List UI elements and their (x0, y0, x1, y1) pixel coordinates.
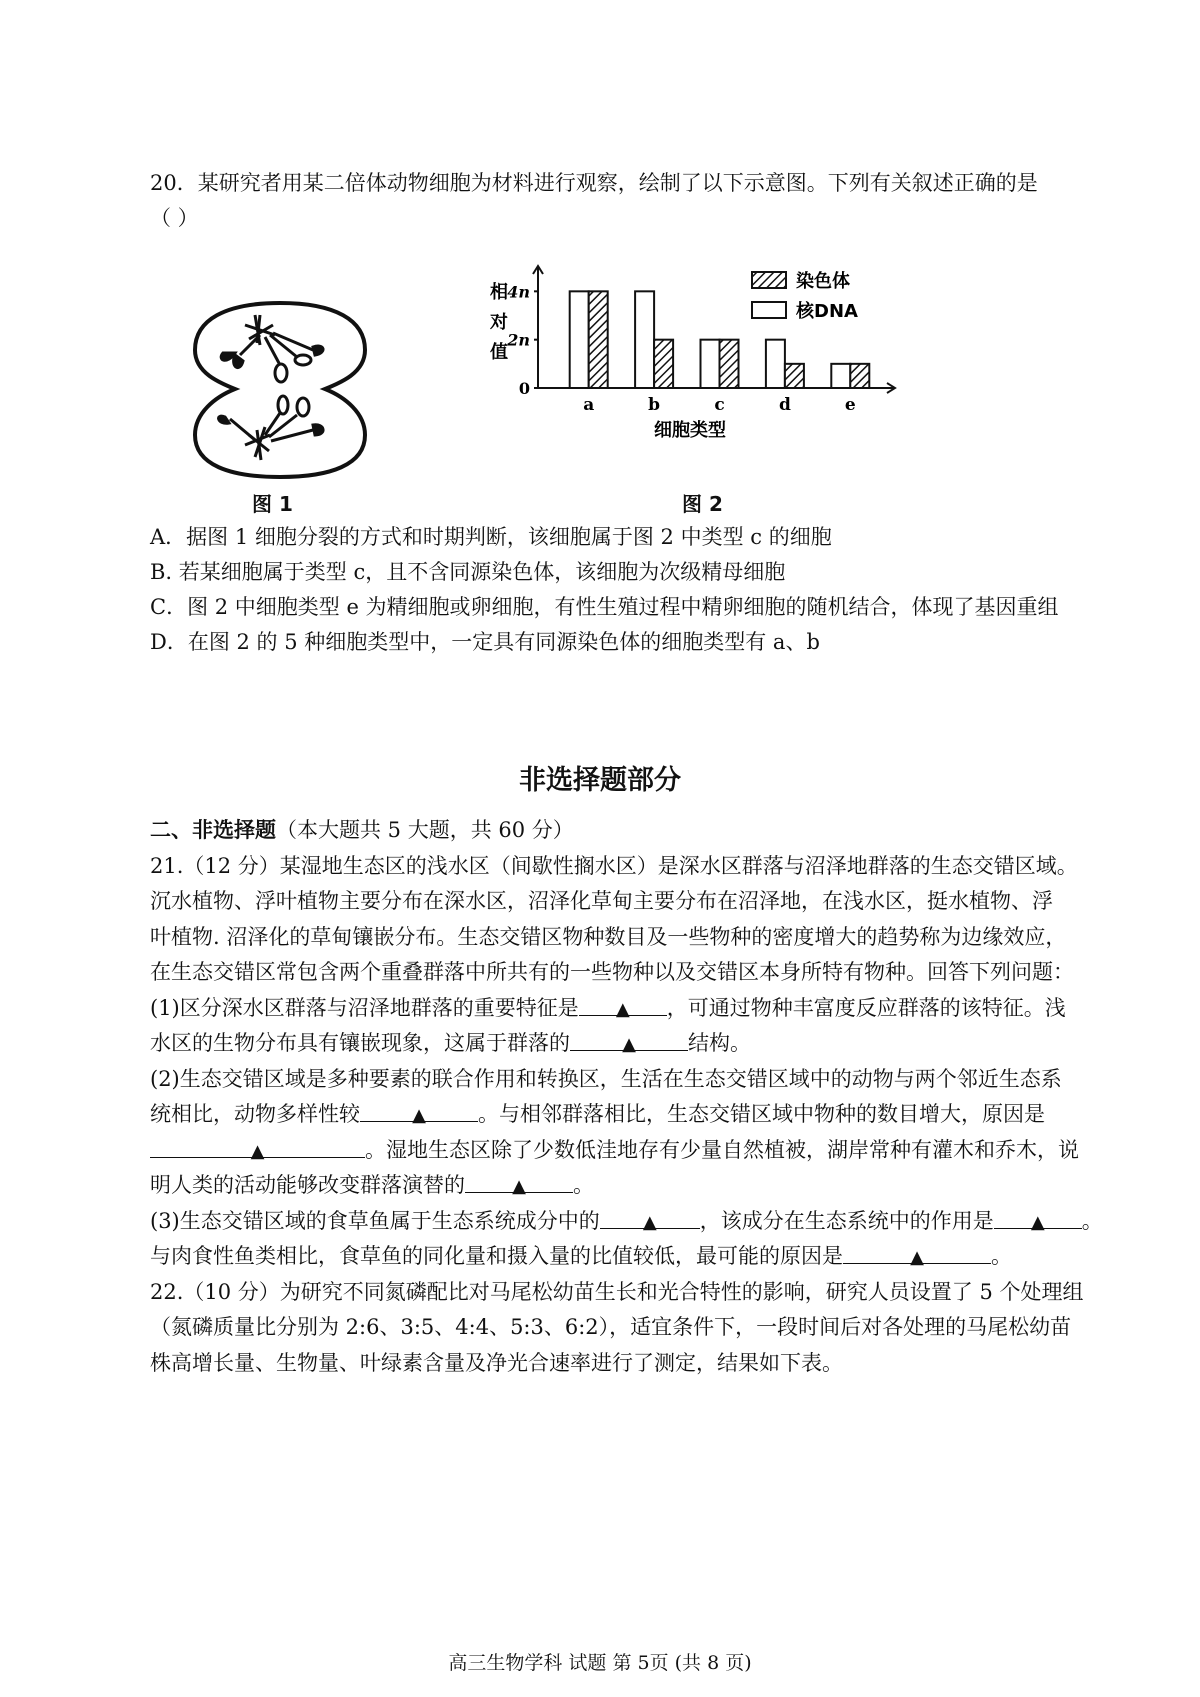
q21-part2-line1: (2)生态交错区域是多种要素的联合作用和转换区，生活在生态交错区域中的动物与两个邻近生态系 (150, 1066, 1062, 1091)
x-axis-label: 细胞类型 (654, 420, 726, 441)
bar-chromosome (720, 340, 739, 388)
x-tick-label: d (778, 395, 791, 415)
q21-line: 叶植物. 沼泽化的草甸镶嵌分布。生态交错区物种数目及一些物种的密度增大的趋势称为边缘效应， (150, 924, 1067, 949)
answer-blank[interactable]: ▲ (570, 1026, 688, 1051)
figure-1-label: 图 1 (252, 492, 293, 516)
legend-label: 核DNA (796, 301, 858, 322)
answer-blank[interactable]: ▲ (843, 1239, 991, 1264)
q21-line: 沉水植物、浮叶植物主要分布在深水区，沼泽化草甸主要分布在沼泽地，在浅水区，挺水植物、浮 (150, 889, 1053, 913)
y-axis-label-char: 值 (490, 342, 508, 363)
section-heading-note: （本大题共 5 大题，共 60 分） (276, 818, 574, 842)
q21-p2-text: 。与相邻群落相比，生态交错区域中物种的数目增大，原因是 (478, 1102, 1045, 1126)
page-footer: 高三生物学科 试题 第 5页 (共 8 页) (448, 1652, 752, 1674)
legend-swatch (752, 302, 786, 318)
q21-p2-text: 。湿地生态区除了少数低洼地存有少量自然植被，湖岸常种有灌木和乔木，说 (365, 1137, 1079, 1162)
q21-part3-line1 (150, 1204, 1180, 1240)
q21-p1-text: ，可通过物种丰富度反应群落的该特征。浅 (666, 995, 1066, 1020)
q21-part3-line2 (150, 1239, 1180, 1275)
q21-p2-text: 明人类的活动能够改变群落演替的 (150, 1173, 465, 1197)
figure-1-cell-diagram (185, 295, 375, 485)
option-b: B. 若某细胞属于类型 c，且不含同源染色体，该细胞为次级精母细胞 (150, 560, 786, 584)
q21-p3-text: ，该成分在生态系统中的作用是 (699, 1208, 994, 1233)
q21-p1-text: 结构。 (688, 1031, 751, 1055)
bar-chromosome (850, 364, 869, 388)
q22-line: 22.（10 分）为研究不同氮磷配比对马尾松幼苗生长和光合特性的影响，研究人员设置了 5 个处理组 (150, 1279, 1084, 1304)
answer-blank[interactable]: ▲ (579, 991, 667, 1016)
y-axis-label-char: 对 (490, 312, 508, 333)
figure-2-bar-chart (490, 258, 930, 488)
option-a: A．据图 1 细胞分裂的方式和时期判断，该细胞属于图 2 中类型 c 的细胞 (150, 525, 832, 549)
answer-blank[interactable]: ▲ (360, 1097, 478, 1122)
q21-part2-line3 (150, 1133, 1180, 1169)
q21-part1-line1 (150, 991, 1180, 1027)
figure-2-label: 图 2 (682, 492, 723, 516)
legend-swatch (752, 272, 786, 288)
answer-blank[interactable]: ▲ (600, 1204, 700, 1229)
q21-p3-text: 。 (1081, 1208, 1103, 1233)
section-heading-title: 二、非选择题 (150, 817, 276, 842)
q22-line: 株高增长量、生物量、叶绿素含量及净光合速率进行了测定，结果如下表。 (150, 1350, 843, 1375)
q21-p3-text: (3)生态交错区域的食草鱼属于生态系统成分中的 (150, 1208, 600, 1233)
bar-nuclear-dna (570, 291, 589, 388)
y-axis-label-char: 相 (490, 282, 508, 303)
question-20-stem: 20．某研究者用某二倍体动物细胞为材料进行观察，绘制了以下示意图。下列有关叙述正确的是 (150, 171, 1038, 195)
section-heading (150, 812, 1180, 849)
bar-chromosome (785, 364, 804, 388)
bar-chromosome (589, 291, 608, 388)
x-tick-label: b (648, 395, 661, 415)
y-tick-label: 0 (518, 379, 530, 398)
bar-nuclear-dna (831, 364, 850, 388)
bar-chromosome (654, 340, 673, 388)
q21-p3-text: 与肉食性鱼类相比，食草鱼的同化量和摄入量的比值较低，最可能的原因是 (150, 1244, 843, 1268)
q22-line: （氮磷质量比分别为 2:6、3:5、4:4、5:3、6:2），适宜条件下，一段时间后对各处理的马尾松幼苗 (150, 1315, 1072, 1339)
q21-p1-text: (1)区分深水区群落与沼泽地群落的重要特征是 (150, 995, 579, 1020)
answer-blank[interactable]: ▲ (465, 1168, 573, 1193)
q21-part2-line4 (150, 1168, 1180, 1204)
answer-parentheses: （ ） (150, 206, 199, 230)
q21-part2-line2 (150, 1097, 1180, 1133)
answer-blank[interactable]: ▲ (150, 1133, 365, 1158)
section-title: 非选择题部分 (519, 765, 681, 796)
x-tick-label: a (583, 395, 595, 415)
y-tick-label: 2n (507, 330, 530, 350)
answer-blank[interactable]: ▲ (994, 1204, 1082, 1229)
q21-line: 在生态交错区常包含两个重叠群落中所共有的一些物种以及交错区本身所特有物种。回答下列问题： (150, 960, 1074, 984)
legend-label: 染色体 (796, 271, 850, 292)
q21-p2-text: 统相比，动物多样性较 (150, 1102, 360, 1126)
y-tick-label: 4n (507, 282, 530, 302)
x-tick-label: e (844, 395, 856, 415)
q21-p3-text: 。 (991, 1244, 1012, 1268)
bar-nuclear-dna (635, 291, 654, 388)
q21-p1-text: 水区的生物分布具有镶嵌现象，这属于群落的 (150, 1031, 570, 1055)
questions-block (150, 812, 1180, 1381)
bar-nuclear-dna (701, 340, 720, 388)
q21-part1-line2 (150, 1026, 1180, 1062)
bar-nuclear-dna (766, 340, 785, 388)
option-c: C．图 2 中细胞类型 e 为精细胞或卵细胞，有性生殖过程中精卵细胞的随机结合，体现了基因重组 (150, 595, 1059, 619)
option-d: D．在图 2 的 5 种细胞类型中，一定具有同源染色体的细胞类型有 a、b (150, 630, 820, 654)
q21-line: 21.（12 分）某湿地生态区的浅水区（间歇性搁水区）是深水区群落与沼泽地群落的生态交错区域。 (150, 853, 1078, 878)
q21-p2-text: 。 (573, 1173, 594, 1197)
x-tick-label: c (714, 395, 725, 415)
